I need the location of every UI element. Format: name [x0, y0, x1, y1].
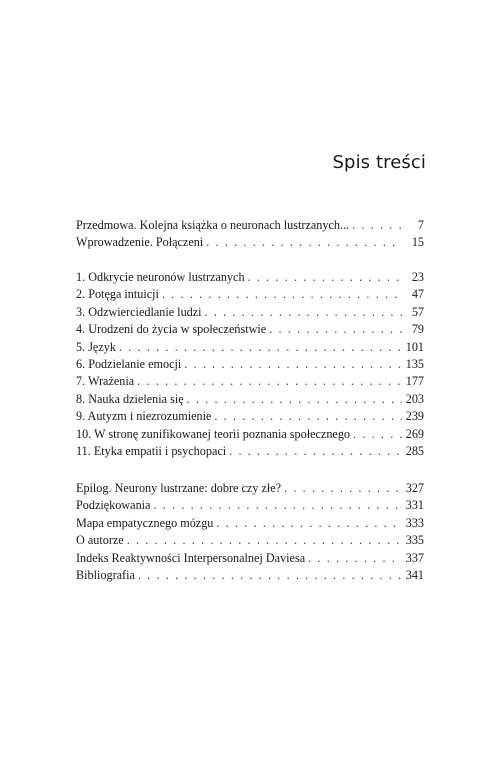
toc-entry-title: Indeks Reaktywności Interpersonalnej Daviesa: [76, 550, 306, 565]
toc-group-back-matter: [76, 480, 424, 584]
toc-entry[interactable]: [76, 234, 424, 251]
toc-entry-title: 3. Odzwierciedlanie ludzi: [76, 304, 202, 319]
toc-leader-dots: [119, 339, 402, 356]
toc-entry-page: 177: [405, 374, 424, 389]
toc-entry-title: 8. Nauka dzielenia się: [76, 391, 184, 406]
toc-leader-dots: [137, 373, 402, 390]
toc-leader-dots: [184, 356, 401, 373]
toc-entry-page: 79: [411, 322, 424, 337]
toc-entry-title: 7. Wrażenia: [76, 374, 135, 389]
toc-leader-dots: [206, 234, 402, 251]
toc-entry-title: O autorze: [76, 533, 124, 548]
toc-entry-page: 15: [411, 235, 424, 250]
toc-entry-page: 335: [405, 533, 424, 548]
toc-leader-dots: [229, 443, 402, 460]
toc-entry[interactable]: [76, 286, 424, 303]
toc-entry-page: 57: [411, 304, 424, 319]
toc-leader-dots: [127, 532, 402, 549]
toc-entry[interactable]: [76, 408, 424, 425]
toc-entry[interactable]: [76, 321, 424, 338]
toc-entry[interactable]: [76, 217, 424, 234]
toc-leader-dots: [214, 408, 401, 425]
toc-entry[interactable]: [76, 339, 424, 356]
toc-leader-dots: [153, 497, 401, 514]
toc-entry-title: Mapa empatycznego mózgu: [76, 515, 214, 530]
toc-entry-title: 4. Urodzeni do życia w społeczeństwie: [76, 322, 267, 337]
toc-entry-page: 341: [405, 567, 424, 582]
toc-leader-dots: [284, 480, 402, 497]
toc-entry-title: Wprowadzenie. Połączeni: [76, 235, 204, 250]
toc-entry-title: 2. Potęga intuicji: [76, 287, 159, 302]
toc-entry-title: 1. Odkrycie neuronów lustrzanych: [76, 270, 245, 284]
toc-entry-page: 135: [405, 356, 424, 371]
toc-entry-title: 5. Język: [76, 339, 116, 354]
toc-leader-dots: [216, 515, 401, 532]
toc-entry-page: 23: [411, 270, 424, 284]
toc-entry-page: 333: [405, 515, 424, 530]
toc-leader-dots: [248, 269, 402, 286]
toc-entry-page: 285: [405, 443, 424, 458]
toc-entry[interactable]: [76, 269, 424, 286]
toc-leader-dots: [308, 550, 402, 567]
toc-entry[interactable]: [76, 550, 424, 567]
toc-entry-page: 239: [405, 409, 424, 424]
toc-leader-dots: [205, 304, 402, 321]
toc-entry-page: 331: [405, 498, 424, 513]
toc-entry[interactable]: [76, 567, 424, 584]
toc-entry[interactable]: [76, 497, 424, 514]
toc-leader-dots: [162, 286, 402, 303]
toc-group-chapters: [76, 269, 424, 460]
toc-leader-dots: [138, 567, 402, 584]
toc-entry-title: 10. W stronę zunifikowanej teorii poznania społecznego: [76, 426, 351, 441]
toc-entry-title: Podziękowania: [76, 498, 151, 513]
toc-entry-title: Bibliografia: [76, 567, 135, 582]
toc-entry[interactable]: [76, 304, 424, 321]
toc-entry-page: 47: [411, 287, 424, 302]
toc-entry[interactable]: [76, 443, 424, 460]
toc-entry[interactable]: [76, 532, 424, 549]
toc-group-front-matter: [76, 217, 424, 252]
toc-leader-dots: [352, 217, 402, 234]
toc-entry-title: 11. Etyka empatii i psychopaci: [76, 443, 227, 458]
toc-entry[interactable]: [76, 480, 424, 497]
toc-entry-page: 101: [405, 339, 424, 354]
toc-entry[interactable]: [76, 356, 424, 373]
toc-entry[interactable]: [76, 391, 424, 408]
toc-entry-title: Epilog. Neurony lustrzane: dobre czy złe?: [76, 481, 282, 495]
toc-leader-dots: [187, 391, 402, 408]
toc-entry[interactable]: [76, 426, 424, 443]
toc-entry-title: 6. Podzielanie emocji: [76, 356, 182, 371]
toc-entry[interactable]: [76, 515, 424, 532]
toc-entry-page: 337: [405, 550, 424, 565]
toc-entry[interactable]: [76, 373, 424, 390]
toc-entry-page: 203: [405, 391, 424, 406]
page-title: Spis treści: [332, 152, 426, 173]
toc-entry-page: 7: [417, 218, 424, 232]
toc-entry-title: Przedmowa. Kolejna książka o neuronach lustrzanych...: [76, 218, 350, 232]
toc-entry-title: 9. Autyzm i niezrozumienie: [76, 409, 212, 424]
toc-leader-dots: [353, 426, 402, 443]
toc-entry-page: 327: [405, 481, 424, 495]
toc-entry-page: 269: [405, 426, 424, 441]
toc-leader-dots: [269, 321, 402, 338]
